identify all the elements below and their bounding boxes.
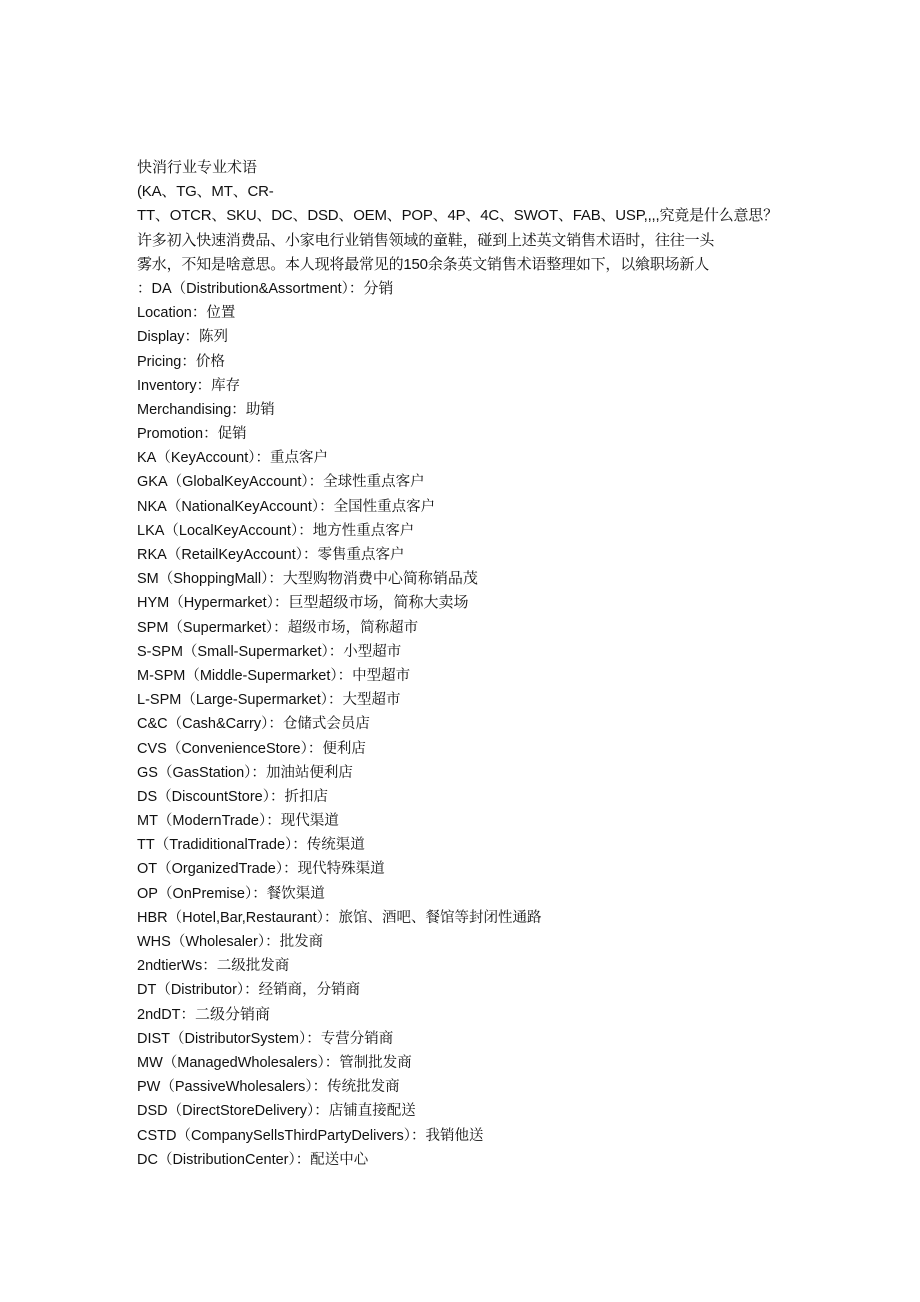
term-row [137, 857, 787, 881]
term-definition: 分销 [363, 279, 394, 297]
term-definition: 现代特殊渠道 [297, 861, 385, 878]
term-definition: 重点客户 [269, 450, 328, 467]
term-row [137, 761, 787, 785]
term-definition: 中型超市 [352, 667, 411, 684]
term-label: 2ndDT： [137, 1006, 196, 1023]
term-label: NKA（NationalKeyAccount）： [137, 498, 334, 515]
term-definition: 零售重点客户 [317, 547, 405, 563]
term-definition: 仓储式会员店 [282, 716, 370, 733]
term-label: Promotion： [137, 426, 218, 443]
term-label: DSD（DirectStoreDelivery）： [137, 1103, 329, 1120]
term-definition: 传统批发商 [327, 1079, 400, 1096]
term-definition: 加油站便利店 [265, 764, 353, 781]
term-row [137, 978, 787, 1002]
intro-line: 雾水，不知是啥意思。本人现将最常见的150余条英文销售术语整理如下，以飨职场新人 [137, 255, 710, 273]
term-row [137, 664, 787, 688]
term-row [137, 398, 787, 422]
term-definition: 专营分销商 [320, 1030, 394, 1047]
term-label: TT（TradiditionalTrade）： [137, 837, 307, 854]
term-definition: 价格 [195, 353, 225, 370]
term-row [137, 422, 787, 446]
term-row [137, 591, 787, 615]
term-definition: 全国性重点客户 [333, 498, 436, 515]
term-row [137, 567, 787, 591]
term-label: RKA（RetailKeyAccount）： [137, 547, 318, 563]
term-row [137, 1051, 787, 1075]
term-row [137, 350, 787, 374]
term-definition: 大型购物消费中心简称销品茂 [282, 570, 478, 588]
term-row [137, 1124, 787, 1148]
term-definition: 配送中心 [310, 1151, 369, 1168]
term-definition: 经销商，分销商 [258, 982, 361, 999]
term-definition: 超级市场，简称超市 [287, 619, 419, 636]
term-label: CVS（ConvenienceStore）： [137, 740, 323, 757]
term-row [137, 446, 787, 470]
term-definition: 位置 [206, 305, 236, 322]
term-row [137, 954, 787, 978]
term-row [137, 470, 787, 494]
term-label: KA（KeyAccount）： [137, 450, 270, 467]
term-row [137, 712, 787, 736]
intro-line: 许多初入快速消费品、小家电行业销售领域的童鞋，碰到上述英文销售术语时，往往一头 [137, 231, 715, 249]
term-row [137, 374, 787, 398]
term-row [137, 640, 787, 664]
term-label: WHS（Wholesaler）： [137, 934, 280, 950]
term-row [137, 809, 787, 833]
term-label: OP（OnPremise）： [137, 885, 267, 902]
term-definition: 全球性重点客户 [323, 474, 425, 491]
term-definition: 陈列 [199, 329, 229, 346]
term-label: DC（DistributionCenter）： [137, 1151, 311, 1168]
term-label: GKA（GlobalKeyAccount）： [137, 474, 324, 491]
term-row [137, 785, 787, 809]
term-label: Pricing： [137, 353, 196, 370]
term-label: LKA（LocalKeyAccount）： [137, 522, 313, 539]
term-definition: 地方性重点客户 [312, 522, 415, 539]
term-label: OT（OrganizedTrade）： [137, 861, 298, 878]
intro-line: (KA、TG、MT、CR- [137, 183, 274, 201]
term-definition: 现代渠道 [280, 813, 339, 830]
term-definition: 小型超市 [343, 643, 402, 660]
term-row [137, 325, 787, 349]
term-label: DT（Distributor）： [137, 982, 259, 999]
term-row [137, 616, 787, 640]
term-row [137, 495, 787, 519]
term-row [137, 906, 787, 930]
term-definition: 旅馆、酒吧、餐馆等封闭性通路 [338, 909, 542, 926]
term-definition: 传统渠道 [306, 837, 365, 854]
term-row [137, 1003, 787, 1027]
intro-line: TT、OTCR、SKU、DC、DSD、OEM、POP、4P、4C、SWOT、FAB、USP,,,,究竟是什么意思？ [137, 207, 778, 225]
term-label: SM（ShoppingMall）： [137, 571, 283, 588]
term-row [137, 1099, 787, 1123]
term-definition: 助销 [245, 401, 275, 418]
term-label: CSTD（CompanySellsThirdPartyDelivers）： [137, 1127, 426, 1144]
term-definition: 餐饮渠道 [266, 885, 325, 902]
term-label: DS（DiscountStore）： [137, 788, 285, 805]
term-label: PW（PassiveWholesalers）： [137, 1079, 328, 1096]
term-definition: 二级分销商 [195, 1005, 271, 1023]
term-row [137, 1148, 787, 1172]
document-page [137, 156, 787, 1172]
term-row [137, 519, 787, 543]
term-definition: 大型超市 [342, 692, 401, 709]
term-label: DIST（DistributorSystem）： [137, 1030, 321, 1047]
term-definition: 促销 [217, 426, 247, 443]
term-label: M-SPM（Middle-Supermarket）： [137, 667, 353, 684]
term-row [137, 882, 787, 906]
document-title: 快消行业专业术语 [137, 159, 258, 176]
term-row [137, 543, 787, 567]
term-label: SPM（Supermarket）： [137, 619, 288, 636]
term-label: 2ndtierWs： [137, 958, 217, 975]
term-row [137, 930, 787, 954]
term-row [137, 277, 787, 301]
term-label: ：DA（Distribution&Assortment）： [137, 280, 364, 297]
term-definition: 巨型超级市场，简称大卖场 [288, 594, 469, 612]
term-label: MW（ManagedWholesalers）： [137, 1054, 340, 1071]
term-definition: 我销他送 [425, 1127, 484, 1144]
term-definition: 折扣店 [284, 788, 328, 805]
term-definition: 店铺直接配送 [328, 1103, 416, 1120]
term-row [137, 737, 787, 761]
term-definition: 批发商 [279, 934, 324, 950]
term-label: Display： [137, 329, 200, 346]
term-label: HBR（Hotel,Bar,Restaurant）： [137, 909, 339, 926]
term-label: L-SPM（Large-Supermarket）： [137, 692, 343, 709]
term-row [137, 688, 787, 712]
term-definition: 库存 [211, 377, 241, 394]
term-definition: 便利店 [322, 740, 366, 757]
term-row [137, 1027, 787, 1051]
term-row [137, 1075, 787, 1099]
term-label: GS（GasStation）： [137, 764, 266, 781]
term-definition: 管制批发商 [339, 1054, 412, 1071]
term-label: Merchandising： [137, 401, 246, 418]
term-label: HYM（Hypermarket）： [137, 595, 289, 612]
term-label: C&C（Cash&Carry）： [137, 716, 283, 733]
term-label: MT（ModernTrade）： [137, 813, 281, 830]
term-definition: 二级批发商 [216, 958, 290, 975]
term-label: S-SPM（Small-Supermarket）： [137, 643, 344, 660]
term-row [137, 301, 787, 325]
term-row [137, 833, 787, 857]
term-label: Location： [137, 305, 207, 322]
term-label: Inventory： [137, 377, 212, 394]
